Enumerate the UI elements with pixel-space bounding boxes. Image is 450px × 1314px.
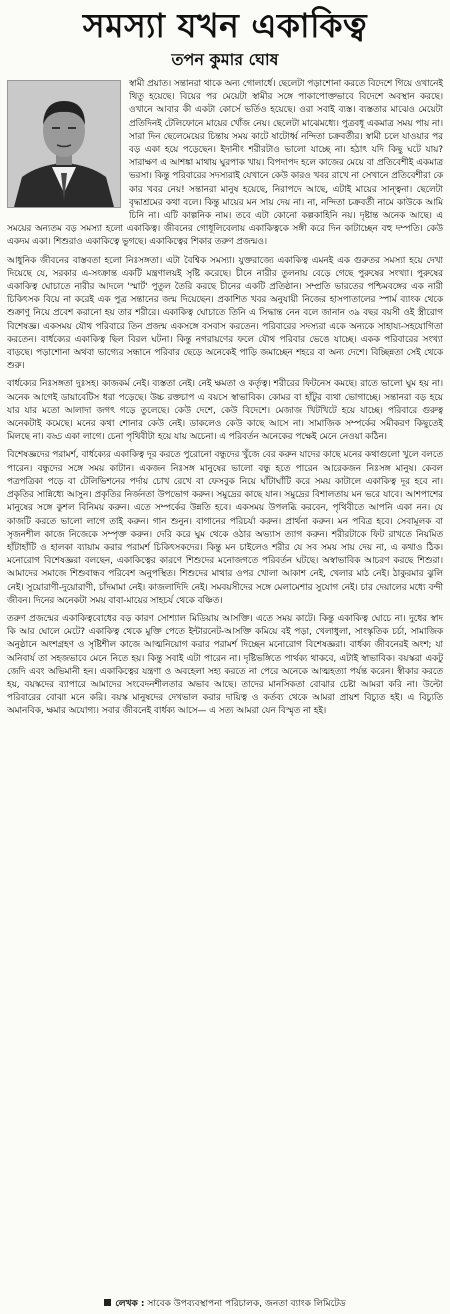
credit-text: সাবেক উপব্যবস্থাপনা পরিচালক, জনতা ব্যাংক লিমিটেড [147, 1299, 346, 1309]
author-photo [7, 80, 121, 208]
author-credit [0, 1298, 450, 1310]
paragraph: বার্ধক্যের নিঃসঙ্গতা দুঃসহ। কাজকর্ম নেই। ব্যস্ততা নেই। নেই ক্ষমতা ও কর্তৃত্ব। শরীরের ফিটনেস কমছে। রাতে ভালো ঘুম হয় না। অনেক আগেই ডায়াবেটিস ধরা পড়েছে। উচ্চ রক্তচাপ এ বয়সে স্বাভাবিক। কোমর বা হাঁটুর ব্যথা ভোগাচ্ছে। সন্তানরা বড় হয়ে যার যার মতো আলাদা জগৎ গড়ে তুলেছে। কেউ দেশে, কেউ বিদেশে। মেজাজ খিটখিটে হয়ে যাচ্ছে। পরিবারে গুরুত্ব অনেকটাই কমেছে। মনের কথা শোনার কেউ নেই। ডাকলেও কেউ কাছে আসে না। সামাজিক সম্পর্কের সমীকরণ কিছুতেই মিলছে না। বড্ড একা লাগে। চেনা পৃথিবীটা হয়ে যায় অচেনা। এ পরিবর্তন অনেকের পক্ষেই মেনে নেওয়া কঠিন। [7, 379, 443, 443]
credit-label: লেখক : [115, 1299, 145, 1309]
paragraph: তরুণ প্রজন্মের একাকিত্ববোধের বড় কারণ সোশ্যাল মিডিয়ায় আসক্তি। এতে সময় কাটে। কিন্তু একাকিত্ব ঘোচে না। দুধের স্বাদ কি আর ঘোলে মেটে? একাকিত্ব থেকে মুক্তি পেতে ইন্টারনেট-আসক্তি কমিয়ে বই পড়া, খেলাধুলা, সাংস্কৃতিক চর্চা, সামাজিক অনুষ্ঠানে অংশগ্রহণ ও সৃষ্টিশীল কাজে আত্মনিয়োগ করার পরামর্শ দিচ্ছেন মনোরোগ বিশেষজ্ঞরা। বার্ধক্য জীবনেরই অংশ; যা অনিবার্য তা সহজভাবে মেনে নিতে হয়। কিন্তু সবাই এটা পারেন না। দৃষ্টিভঙ্গিতে পার্থক্য থাকবে, এটাই স্বাভাবিক। বয়স্করা একটু জেদি এবং অভিমানী হন। একাকিত্বের যন্ত্রণা ও অবহেলা সহ্য করতে না পেরে অনেকে আত্মহত্যা পর্যন্ত করেন। স্বীকার করতে হয়, বয়স্কদের ব্যাপারে আমাদের সংবেদনশীলতার অভাব আছে। তাদের মানসিকতা বোঝার চেষ্টা আমরা করি না। উল্টো পরিবারের বোঝা মনে করি। বয়স্ক মানুষদের দেখভাল করার দায়িত্ব ও কর্তব্য থেকে আমরা প্রায়শ বিচ্যুত হই। এ বিচ্যুতি অমানবিক, ক্ষমার অযোগ্য। সবার জীবনেই বার্ধক্য আসে— এ সত্য আমরা যেন বিস্মৃত না হই। [7, 613, 443, 717]
author-photo-icon [8, 81, 120, 207]
author-name: তপন কুমার ঘোষ [171, 50, 279, 69]
square-bullet-icon [104, 1299, 111, 1306]
article-title: সমস্যা যখন একাকিত্ব [82, 6, 368, 45]
article-body [7, 78, 443, 719]
paragraph: বিশেষজ্ঞদের পরামর্শ, বার্ধক্যের একাকিত্ব দূর করতে পুরোনো বন্ধুদের খুঁজে বের করুন যাদের কাছে মনের কথাগুলো খুলে বলতে পারেন। বন্ধুদের সঙ্গে সময় কাটান। একজন নিঃসঙ্গ মানুষের ভালো বন্ধু হতে পারেন আরেকজন নিঃসঙ্গ মানুষ। কেবল পত্রপত্রিকা পড়ে বা টেলিভিশনের পর্দায় চোখ রেখে বা ফেসবুক নিয়ে ঘাঁটাঘাঁটি করে সময় কাটালে একাকিত্ব দূর হবে না। প্রকৃতির সান্নিধ্যে আসুন। প্রকৃতির নির্জনতা উপভোগ করুন। সমুদ্রের কাছে যান। সমুদ্রের বিশালতায় মন ভরে যাবে। আশপাশের মানুষের সঙ্গে কুশল বিনিময় করুন। এতে সম্পর্কের উন্নতি হবে। একসময় উপলব্ধি করবেন, পৃথিবীতে আপনি একা নন। যে কাজটি করতে ভালো লাগে তাই করুন। গান শুনুন। বাগানের পরিচর্যা করুন। প্রার্থনা করুন। মন পবিত্র হবে। সেবামূলক বা সৃজনশীল কাজে নিজেকে সম্পৃক্ত করুন। দেরি করে ঘুম থেকে ওঠার অভ্যাস ত্যাগ করুন। শরীরটাকে ফিট রাখতে নিয়মিত হাঁটাহাঁটি ও হালকা ব্যায়াম করার পরামর্শ চিকিৎসকদের। কিন্তু মন চাইলেও শরীর যে সব সময় সায় দেয় না, এ কথাও ঠিক। মনোরোগ বিশেষজ্ঞরা বলছেন, একাকিত্বের কারণে শিশুদের মনোজগতে পরিবর্তন ঘটছে। অস্বাভাবিক আচরণ করছে শিশুরা। আমাদের সমাজে শিশুবান্ধব পরিবেশ অনুপস্থিত। শিশুদের মাথার ওপর খোলা আকাশ নেই, খেলার মাঠ নেই। ঠাকুরমার ঝুলি নেই। সুয়োরাণী-দুয়োরাণী, চাঁদমামা নেই। কাজলাদিদি নেই। সমবয়সীদের সঙ্গে মেলামেশার সুযোগ নেই। চার দেয়ালের মধ্যে বন্দী জীবন। দিনের অনেকটা সময় বাবা-মায়ের সাহচর্য থেকে বঞ্চিত। [7, 450, 443, 606]
paragraph: স্বামী প্রয়াত। সন্তানরা থাকে অন্য গোলার্ধে। ছেলেটা পড়াশোনা করতে বিদেশে গিয়ে ওখানেই থিতু হয়েছে। বিয়ের পর মেয়েটা স্বামীর সঙ্গে পাকাপোক্তভাবে বিদেশে অবস্থান করছে। ওখানে আবার কী একটা কোর্সে ভর্তিও হয়েছে। ওরা সবাই ব্যস্ত। ব্যস্ততার মাঝেও মেয়েটা প্রতিদিনই টেলিফোনে মায়ের খোঁজ নেয়। ছেলেটা মাঝেমধ্যে। পুত্রবধূ একমাত্র সময় পায় না। সারা দিন ছেলেমেয়ের চিন্তায় সময় কাটে ষাটোর্ধ্ব নন্দিতা চক্রবর্তীর। স্বামী চলে যাওয়ার পর বড় একা হয়ে পড়েছেন। ইদানীং শরীরটাও ভালো যাচ্ছে না। হঠাৎ যদি কিছু ঘটে যায়? সারাক্ষণ এ আশঙ্কা মাথায় ঘুরপাক খায়। বিপদাপদ হলে কাজের মেয়ে বা প্রতিবেশীই একমাত্র ভরসা। কিন্তু পরিবারের সদস্যরাই যেখানে কেউ কারও খবর রাখে না সেখানে প্রতিবেশীরা কে কার খবর নেয়! সন্তানরা মানুষ হয়েছে, নিরাপদে আছে, এটাই মায়ের সান্ত্বনা। ছেলেটা বৃদ্ধাশ্রমের কথা বলে। কিন্তু মায়ের মন সায় দেয় না। না, নন্দিতা চক্রবর্তী নামে কাউকে আমি চিনি না। এটি কাল্পনিক নাম। তবে এটা কোনো কল্পকাহিনি নয়। দৃষ্টান্ত অনেক আছে। এ সময়ের অন্যতম বড় সমস্যা হলো একাকিত্ব। জীবনের গোধূলিবেলায় একাকিত্বকে সঙ্গী করে দিন কাটাচ্ছেন বহু দম্পতি। কেউ একদম একা। শিশুরাও একাকিত্বে ভুগছে। একাকিত্বের শিকার তরুণ প্রজন্মও। [7, 79, 443, 248]
paragraph: আধুনিক জীবনের বাস্তবতা হলো নিঃসঙ্গতা। এটা বৈশ্বিক সমস্যা। যুক্তরাজ্যে একাকিত্ব এমনই এক গুরুতর সমস্যা হয়ে দেখা দিয়েছে যে, সরকার এ-সংক্রান্ত একটি মন্ত্রণালয়ই সৃষ্টি করেছে। চীনে নারীর তুলনায় বেড়ে গেছে পুরুষের সংখ্যা। পুরুষের একাকিত্ব ঘোচাতে নারীর আদলে 'স্মার্ট' পুতুল তৈরি করছে চীনের একটি প্রতিষ্ঠান। সম্প্রতি ভারতের পশ্চিমবঙ্গের এক নারী চিকিৎসক বিয়ে না করেই এক পুত্র সন্তানের জন্ম দিয়েছেন। প্রকাশিত খবর অনুযায়ী নিজের হাসপাতালের স্পার্ম ব্যাংক থেকে শুক্রাণু নিয়ে প্রবেশ করানো হয় তার শরীরে। একাকিত্ব ঘোচাতে তিনি এ সিদ্ধান্ত নেন বলে জানান ৩৯ বছর বয়সী ওই স্ত্রীরোগ বিশেষজ্ঞ। একসময় যৌথ পরিবারে তিন প্রজন্ম একসঙ্গে বসবাস করতেন। পরিবারের সদস্যরা একে অন্যকে সাহায্য-সহযোগিতা করতেন। বার্ধক্যের একাকিত্ব ছিল বিরল ঘটনা। কিন্তু নগরায়ণের ফলে যৌথ পরিবার ভেঙে যাচ্ছে। একক পরিবারের সংখ্যা বাড়ছে। পড়াশোনা অথবা ভাগ্যের সন্ধানে পরিবার ছেড়ে অনেকেই পাড়ি জমাচ্ছেন শহরে বা অন্য দেশে। বিচ্ছিন্নতা সেই থেকে শুরু। [7, 255, 443, 372]
